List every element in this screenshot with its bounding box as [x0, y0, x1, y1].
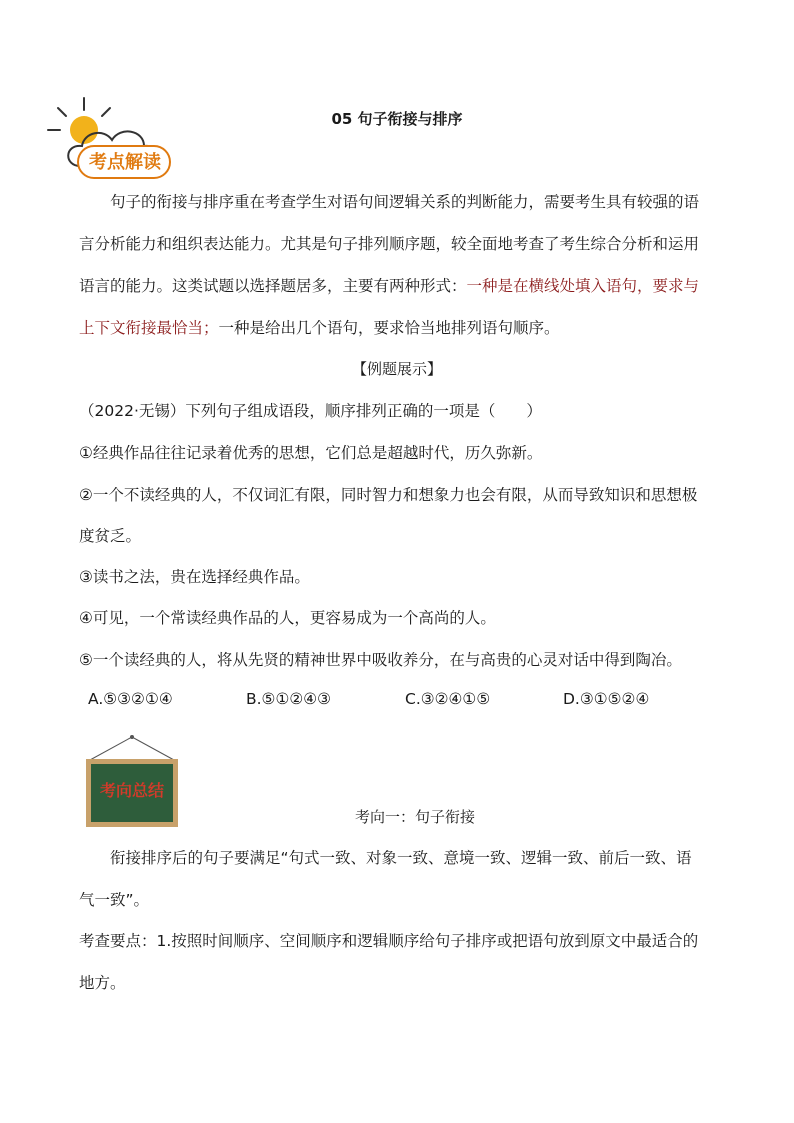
- sentence-2a: ②一个不读经典的人，不仅词汇有限，同时智力和想象力也会有限，从而导致知识和思想极: [79, 486, 698, 504]
- board-hanger-icon: [86, 734, 178, 762]
- sentence-4: ④可见，一个常读经典作品的人，更容易成为一个高尚的人。: [79, 609, 496, 627]
- page-title: 05 句子衔接与排序: [331, 110, 463, 128]
- board-label: 考向总结: [99, 781, 164, 800]
- example-heading: 【例题展示】: [351, 360, 442, 378]
- summary-p1b: 气一致”。: [79, 891, 150, 909]
- summary-p2b: 地方。: [79, 974, 126, 992]
- sentence-5: ⑤一个读经典的人，将从先贤的精神世界中吸收养分，在与高贵的心灵对话中得到陶冶。: [79, 651, 682, 669]
- option-c[interactable]: C.③②④①⑤: [405, 690, 491, 708]
- intro-line-4a: 上下文衔接最恰当；: [79, 319, 219, 337]
- sentence-3: ③读书之法，贵在选择经典作品。: [79, 568, 310, 586]
- sentence-2b: 度贫乏。: [79, 527, 142, 545]
- intro-line-4b: 一种是给出几个语句，要求恰当地排列语句顺序。: [218, 319, 560, 337]
- intro-line-3b: 一种是在横线处填入语句，要求与: [466, 277, 700, 295]
- intro-line-1: 句子的衔接与排序重在考查学生对语句间逻辑关系的判断能力，需要考生具有较强的语: [110, 193, 700, 211]
- sentence-1: ①经典作品往往记录着优秀的思想，它们总是超越时代，历久弥新。: [79, 444, 543, 462]
- intro-line-3a: 语言的能力。这类试题以选择题居多，主要有两种形式：: [79, 277, 467, 295]
- option-a[interactable]: A.⑤③②①④: [88, 690, 173, 708]
- summary-p1a: 衔接排序后的句子要满足“句式一致、对象一致、意境一致、逻辑一致、前后一致、语: [110, 849, 692, 867]
- badge-label: 考点解读: [89, 152, 161, 173]
- question-text: （2022·无锡）下列句子组成语段，顺序排列正确的一项是（ ）: [79, 402, 542, 420]
- intro-line-2: 言分析能力和组织表达能力。尤其是句子排列顺序题，较全面地考查了考生综合分析和运用: [79, 235, 700, 253]
- option-d[interactable]: D.③①⑤②④: [563, 690, 650, 708]
- summary-p2a: 考查要点：1.按照时间顺序、空间顺序和逻辑顺序给句子排序或把语句放到原文中最适合的: [79, 932, 699, 950]
- intro-line-4: [79, 318, 719, 338]
- intro-line-3: [79, 276, 719, 296]
- option-b[interactable]: B.⑤①②④③: [246, 690, 332, 708]
- summary-heading: 考向一：句子衔接: [354, 808, 475, 826]
